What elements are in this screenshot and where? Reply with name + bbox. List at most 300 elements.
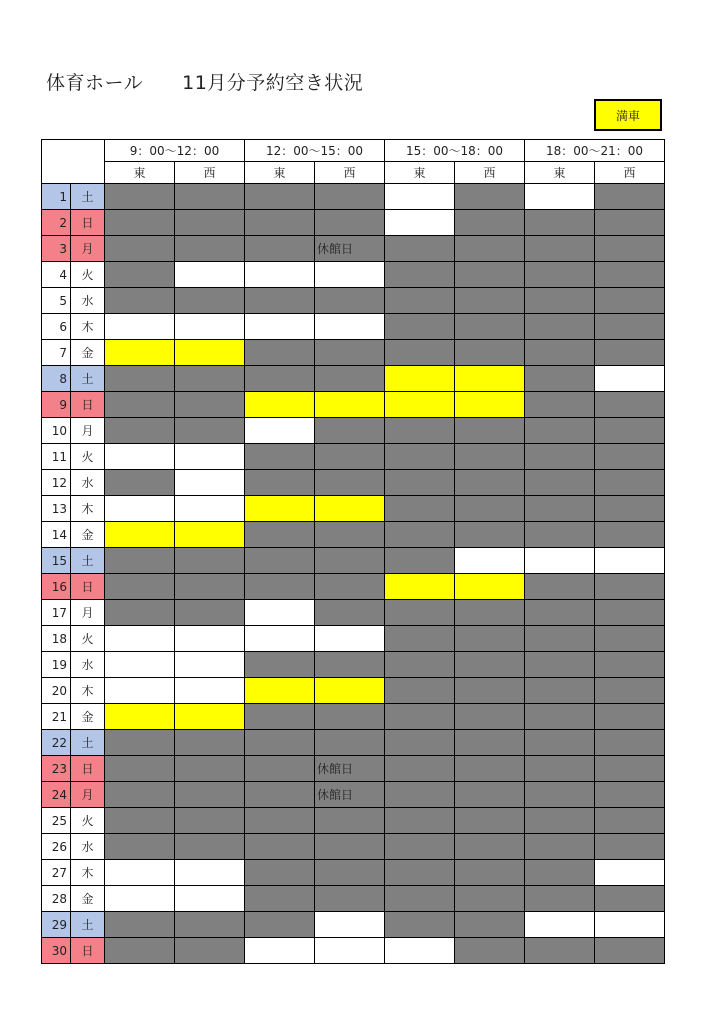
day-of-week: 日 <box>71 210 105 236</box>
slot-cell <box>595 912 665 938</box>
slot-cell <box>385 678 455 704</box>
slot-cell <box>385 236 455 262</box>
slot-cell <box>175 548 245 574</box>
day-number: 4 <box>42 262 71 288</box>
slot-cell <box>105 470 175 496</box>
day-number: 16 <box>42 574 71 600</box>
slot-cell <box>595 626 665 652</box>
closed-note: 休館日 <box>315 236 385 262</box>
slot-cell <box>525 496 595 522</box>
slot-cell <box>525 652 595 678</box>
slot-cell <box>455 288 525 314</box>
slot-cell <box>595 366 665 392</box>
slot-cell <box>245 652 315 678</box>
side-header: 西 <box>315 162 385 184</box>
slot-cell <box>105 366 175 392</box>
slot-cell <box>315 314 385 340</box>
availability-table <box>41 139 665 964</box>
slot-cell <box>455 366 525 392</box>
slot-cell <box>245 522 315 548</box>
slot-cell <box>595 522 665 548</box>
slot-cell <box>595 392 665 418</box>
day-number: 12 <box>42 470 71 496</box>
day-of-week: 日 <box>71 574 105 600</box>
slot-cell <box>315 860 385 886</box>
table-row <box>42 886 665 912</box>
slot-cell <box>385 522 455 548</box>
slot-cell <box>175 184 245 210</box>
slot-cell <box>455 574 525 600</box>
day-number: 29 <box>42 912 71 938</box>
slot-cell <box>385 626 455 652</box>
slot-cell <box>245 366 315 392</box>
slot-cell <box>315 366 385 392</box>
slot-cell <box>105 574 175 600</box>
slot-cell <box>525 314 595 340</box>
slot-cell <box>525 600 595 626</box>
day-of-week: 金 <box>71 886 105 912</box>
slot-cell <box>245 886 315 912</box>
slot-cell <box>385 574 455 600</box>
slot-cell <box>385 184 455 210</box>
table-row <box>42 522 665 548</box>
slot-cell <box>525 392 595 418</box>
side-header: 東 <box>525 162 595 184</box>
slot-cell <box>595 470 665 496</box>
slot-cell <box>525 418 595 444</box>
slot-cell <box>455 834 525 860</box>
slot-cell <box>595 314 665 340</box>
slot-cell <box>385 912 455 938</box>
day-of-week: 土 <box>71 184 105 210</box>
slot-cell <box>595 236 665 262</box>
slot-cell <box>455 678 525 704</box>
slot-cell <box>385 756 455 782</box>
slot-cell <box>245 314 315 340</box>
slot-cell <box>525 470 595 496</box>
day-number: 8 <box>42 366 71 392</box>
slot-cell <box>525 808 595 834</box>
slot-cell <box>175 782 245 808</box>
slot-cell <box>245 678 315 704</box>
slot-cell <box>175 652 245 678</box>
day-of-week: 火 <box>71 808 105 834</box>
slot-cell <box>315 834 385 860</box>
slot-cell <box>175 704 245 730</box>
slot-cell <box>595 210 665 236</box>
table-row <box>42 548 665 574</box>
slot-cell <box>595 886 665 912</box>
slot-cell <box>245 340 315 366</box>
day-number: 20 <box>42 678 71 704</box>
slot-cell <box>315 912 385 938</box>
slot-cell <box>455 418 525 444</box>
slot-cell <box>595 834 665 860</box>
slot-cell <box>595 600 665 626</box>
slot-cell <box>245 574 315 600</box>
slot-cell <box>175 392 245 418</box>
day-number: 1 <box>42 184 71 210</box>
slot-cell <box>315 444 385 470</box>
slot-cell <box>385 210 455 236</box>
day-number: 17 <box>42 600 71 626</box>
slot-cell <box>245 496 315 522</box>
slot-cell <box>595 756 665 782</box>
slot-cell <box>175 288 245 314</box>
slot-cell <box>525 522 595 548</box>
slot-cell <box>455 912 525 938</box>
time-slot-header: 15：00～18：00 <box>385 140 525 162</box>
slot-cell <box>175 938 245 964</box>
slot-cell <box>595 782 665 808</box>
day-of-week: 月 <box>71 600 105 626</box>
slot-cell <box>455 704 525 730</box>
table-row <box>42 652 665 678</box>
slot-cell <box>175 730 245 756</box>
slot-cell <box>175 496 245 522</box>
slot-cell <box>595 652 665 678</box>
slot-cell <box>245 184 315 210</box>
slot-cell <box>385 704 455 730</box>
table-row <box>42 860 665 886</box>
day-number: 9 <box>42 392 71 418</box>
day-of-week: 水 <box>71 652 105 678</box>
slot-cell <box>315 652 385 678</box>
slot-cell <box>385 730 455 756</box>
day-of-week: 土 <box>71 730 105 756</box>
side-header: 西 <box>595 162 665 184</box>
day-number: 22 <box>42 730 71 756</box>
slot-cell <box>105 782 175 808</box>
day-number: 14 <box>42 522 71 548</box>
slot-cell <box>245 418 315 444</box>
slot-cell <box>385 652 455 678</box>
slot-cell <box>455 626 525 652</box>
slot-cell <box>175 860 245 886</box>
table-row <box>42 678 665 704</box>
table-row <box>42 808 665 834</box>
slot-cell <box>175 418 245 444</box>
day-number: 28 <box>42 886 71 912</box>
slot-cell <box>455 314 525 340</box>
slot-cell <box>245 236 315 262</box>
day-of-week: 木 <box>71 678 105 704</box>
day-of-week: 月 <box>71 236 105 262</box>
side-header: 東 <box>245 162 315 184</box>
slot-cell <box>595 808 665 834</box>
slot-cell <box>455 548 525 574</box>
slot-cell <box>525 236 595 262</box>
slot-cell <box>455 444 525 470</box>
day-number: 5 <box>42 288 71 314</box>
slot-cell <box>595 730 665 756</box>
slot-cell <box>595 574 665 600</box>
slot-cell <box>385 392 455 418</box>
day-number: 2 <box>42 210 71 236</box>
slot-cell <box>455 522 525 548</box>
slot-cell <box>245 392 315 418</box>
slot-cell <box>245 834 315 860</box>
slot-cell <box>245 444 315 470</box>
slot-cell <box>525 704 595 730</box>
slot-cell <box>175 886 245 912</box>
slot-cell <box>105 912 175 938</box>
day-number: 6 <box>42 314 71 340</box>
slot-cell <box>455 808 525 834</box>
slot-cell <box>455 756 525 782</box>
slot-cell <box>175 470 245 496</box>
slot-cell <box>385 418 455 444</box>
slot-cell <box>175 600 245 626</box>
slot-cell <box>525 340 595 366</box>
slot-cell <box>105 938 175 964</box>
slot-cell <box>525 756 595 782</box>
slot-cell <box>315 678 385 704</box>
table-row <box>42 340 665 366</box>
table-row <box>42 210 665 236</box>
time-slot-header: 12：00～15：00 <box>245 140 385 162</box>
slot-cell <box>385 782 455 808</box>
slot-cell <box>455 496 525 522</box>
slot-cell <box>105 678 175 704</box>
table-row <box>42 730 665 756</box>
slot-cell <box>315 184 385 210</box>
slot-cell <box>105 418 175 444</box>
day-of-week: 水 <box>71 834 105 860</box>
day-of-week: 日 <box>71 938 105 964</box>
legend-full-badge <box>594 99 662 131</box>
slot-cell <box>525 184 595 210</box>
slot-cell <box>105 210 175 236</box>
slot-cell <box>315 704 385 730</box>
slot-cell <box>455 860 525 886</box>
slot-cell <box>385 314 455 340</box>
table-row <box>42 574 665 600</box>
slot-cell <box>105 496 175 522</box>
slot-cell <box>315 288 385 314</box>
slot-cell <box>175 834 245 860</box>
table-row <box>42 184 665 210</box>
slot-cell <box>245 470 315 496</box>
slot-cell <box>175 756 245 782</box>
slot-cell <box>455 470 525 496</box>
slot-cell <box>525 678 595 704</box>
table-row <box>42 314 665 340</box>
day-of-week: 土 <box>71 366 105 392</box>
slot-cell <box>105 522 175 548</box>
slot-cell <box>525 626 595 652</box>
slot-cell <box>175 574 245 600</box>
day-number: 18 <box>42 626 71 652</box>
table-body <box>42 140 665 964</box>
day-of-week: 木 <box>71 860 105 886</box>
slot-cell <box>455 340 525 366</box>
day-number: 3 <box>42 236 71 262</box>
table-row <box>42 470 665 496</box>
slot-cell <box>315 340 385 366</box>
slot-cell <box>525 288 595 314</box>
slot-cell <box>105 704 175 730</box>
day-number: 7 <box>42 340 71 366</box>
day-of-week: 土 <box>71 912 105 938</box>
slot-cell <box>175 522 245 548</box>
slot-cell <box>595 938 665 964</box>
day-number: 21 <box>42 704 71 730</box>
slot-cell <box>525 730 595 756</box>
slot-cell <box>315 496 385 522</box>
slot-cell <box>105 886 175 912</box>
slot-cell <box>105 834 175 860</box>
slot-cell <box>385 288 455 314</box>
slot-cell <box>525 210 595 236</box>
closed-note: 休館日 <box>315 782 385 808</box>
table-row <box>42 600 665 626</box>
side-header: 東 <box>105 162 175 184</box>
table-row <box>42 392 665 418</box>
slot-cell <box>385 808 455 834</box>
day-of-week: 金 <box>71 340 105 366</box>
slot-cell <box>595 418 665 444</box>
side-header: 西 <box>455 162 525 184</box>
slot-cell <box>245 288 315 314</box>
day-of-week: 日 <box>71 392 105 418</box>
slot-cell <box>105 860 175 886</box>
slot-cell <box>315 210 385 236</box>
table-row <box>42 236 665 262</box>
slot-cell <box>105 808 175 834</box>
slot-cell <box>455 236 525 262</box>
day-of-week: 月 <box>71 782 105 808</box>
slot-cell <box>455 938 525 964</box>
slot-cell <box>175 236 245 262</box>
day-number: 30 <box>42 938 71 964</box>
slot-cell <box>385 600 455 626</box>
table-row <box>42 444 665 470</box>
day-of-week: 水 <box>71 288 105 314</box>
slot-cell <box>525 574 595 600</box>
slot-cell <box>525 834 595 860</box>
table-row <box>42 834 665 860</box>
legend-label: 満車 <box>615 108 640 123</box>
slot-cell <box>315 262 385 288</box>
slot-cell <box>245 548 315 574</box>
table-row <box>42 704 665 730</box>
slot-cell <box>525 912 595 938</box>
slot-cell <box>595 288 665 314</box>
slot-cell <box>595 678 665 704</box>
slot-cell <box>315 574 385 600</box>
time-slot-header-row <box>42 140 665 162</box>
slot-cell <box>455 210 525 236</box>
slot-cell <box>245 730 315 756</box>
slot-cell <box>385 262 455 288</box>
day-number: 11 <box>42 444 71 470</box>
slot-cell <box>315 730 385 756</box>
slot-cell <box>385 444 455 470</box>
slot-cell <box>315 938 385 964</box>
slot-cell <box>385 886 455 912</box>
day-of-week: 月 <box>71 418 105 444</box>
slot-cell <box>105 548 175 574</box>
slot-cell <box>175 314 245 340</box>
slot-cell <box>385 496 455 522</box>
slot-cell <box>245 704 315 730</box>
slot-cell <box>455 782 525 808</box>
table-row <box>42 938 665 964</box>
table-row <box>42 262 665 288</box>
time-slot-header: 18：00～21：00 <box>525 140 665 162</box>
slot-cell <box>105 730 175 756</box>
slot-cell <box>245 782 315 808</box>
slot-cell <box>245 808 315 834</box>
day-of-week: 金 <box>71 704 105 730</box>
slot-cell <box>175 366 245 392</box>
table-row <box>42 626 665 652</box>
slot-cell <box>245 210 315 236</box>
day-of-week: 火 <box>71 262 105 288</box>
day-of-week: 土 <box>71 548 105 574</box>
slot-cell <box>385 834 455 860</box>
slot-cell <box>245 600 315 626</box>
day-number: 10 <box>42 418 71 444</box>
slot-cell <box>105 314 175 340</box>
slot-cell <box>105 262 175 288</box>
slot-cell <box>105 444 175 470</box>
slot-cell <box>175 626 245 652</box>
table-row <box>42 496 665 522</box>
day-of-week: 日 <box>71 756 105 782</box>
slot-cell <box>595 548 665 574</box>
slot-cell <box>525 262 595 288</box>
slot-cell <box>455 886 525 912</box>
side-header: 西 <box>175 162 245 184</box>
slot-cell <box>595 704 665 730</box>
header-corner <box>42 140 105 184</box>
side-header: 東 <box>385 162 455 184</box>
slot-cell <box>245 912 315 938</box>
closed-note: 休館日 <box>315 756 385 782</box>
day-of-week: 火 <box>71 444 105 470</box>
slot-cell <box>245 938 315 964</box>
slot-cell <box>175 808 245 834</box>
day-of-week: 木 <box>71 496 105 522</box>
day-number: 13 <box>42 496 71 522</box>
slot-cell <box>385 938 455 964</box>
slot-cell <box>175 210 245 236</box>
slot-cell <box>105 392 175 418</box>
day-number: 23 <box>42 756 71 782</box>
slot-cell <box>595 262 665 288</box>
day-of-week: 木 <box>71 314 105 340</box>
slot-cell <box>105 626 175 652</box>
slot-cell <box>315 626 385 652</box>
slot-cell <box>245 262 315 288</box>
slot-cell <box>315 522 385 548</box>
day-number: 15 <box>42 548 71 574</box>
day-number: 19 <box>42 652 71 678</box>
day-number: 26 <box>42 834 71 860</box>
slot-cell <box>105 184 175 210</box>
slot-cell <box>595 340 665 366</box>
table-row <box>42 418 665 444</box>
day-number: 27 <box>42 860 71 886</box>
slot-cell <box>175 678 245 704</box>
slot-cell <box>175 262 245 288</box>
slot-cell <box>455 392 525 418</box>
slot-cell <box>455 262 525 288</box>
slot-cell <box>315 600 385 626</box>
slot-cell <box>385 860 455 886</box>
